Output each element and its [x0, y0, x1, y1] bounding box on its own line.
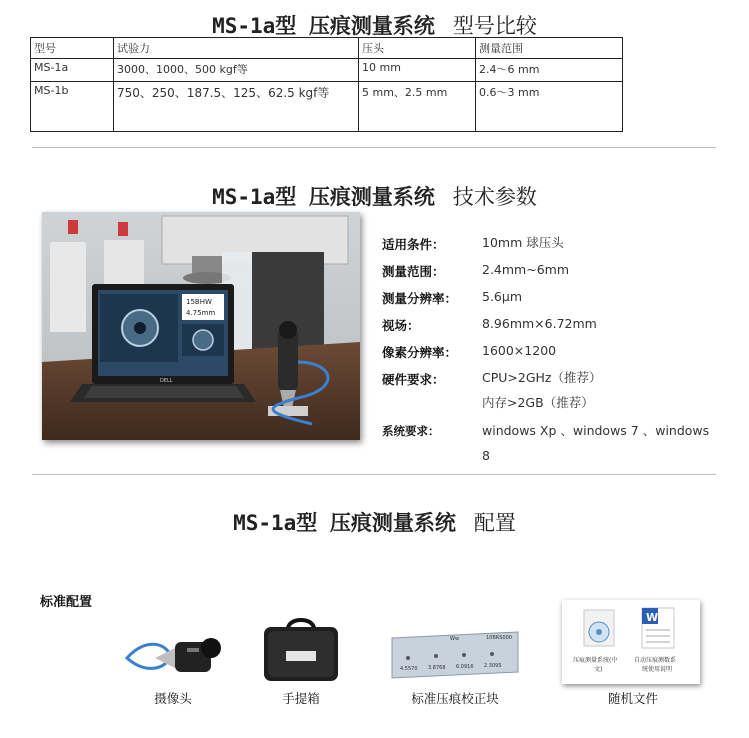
carrying-case-icon [262, 615, 340, 683]
spec-value: 1600×1200 [482, 343, 557, 358]
header-cell-indenter: 压头 [359, 38, 476, 59]
spec-value: windows Xp 、windows 7 、windows [482, 423, 710, 438]
section3-title-main: MS-1a型 压痕测量系统 [233, 511, 456, 535]
spec-item [382, 370, 742, 420]
spec-value-line2: 8 [482, 448, 490, 463]
file2-label-line2: 统使用说明 [642, 666, 673, 673]
block-mark-1: Ww [450, 636, 460, 642]
spec-value: 8.96mm×6.72mm [482, 316, 597, 331]
header-cell-range: 测量范围 [476, 38, 623, 59]
table-cell: 2.4～6 mm [476, 59, 623, 82]
spec-value-line2: 内存>2GB（推荐） [482, 395, 594, 410]
spec-label: 测量范围： [382, 264, 445, 279]
table-cell: MS-1a [31, 59, 114, 82]
svg-text:W: W [646, 611, 659, 624]
block-value: 3.8768 [428, 665, 446, 671]
software-files-icon [562, 600, 700, 684]
laptop-brand: DELL [160, 378, 173, 384]
spec-label: 硬件要求： [382, 372, 445, 387]
standard-config-label: 标准配置 [40, 595, 93, 610]
section1-title-main: MS-1a型 压痕测量系统 [212, 14, 435, 38]
spec-value: CPU>2GHz（推荐） [482, 370, 602, 385]
header-cell-force: 试验力 [114, 38, 359, 59]
header-cell-model: 型号 [31, 38, 114, 59]
spec-label: 测量分辨率： [382, 291, 458, 306]
table-cell: 5 mm、2.5 mm [359, 82, 476, 132]
section1-title-suffix: 型号比较 [452, 14, 537, 38]
spec-label: 像素分辨率： [382, 345, 458, 360]
item-label-case: 手提箱 [282, 691, 320, 706]
spec-value: 2.4mm~6mm [482, 262, 570, 277]
calibration-block-icon [386, 628, 522, 680]
table-cell: 10 mm [359, 59, 476, 82]
spec-label: 视场： [382, 318, 420, 333]
product-photo [42, 212, 360, 440]
product-photo-illustration [42, 212, 360, 440]
file2-label-line1: 自动压痕测数系 [634, 657, 677, 664]
spec-label: 适用条件： [382, 237, 445, 252]
section3-title-suffix: 配置 [473, 511, 516, 535]
block-value: 2.3095 [484, 663, 502, 669]
screen-reading-1: 15BHW [186, 298, 212, 306]
block-value: 6.0916 [456, 664, 474, 670]
table-header-row [31, 38, 623, 59]
file1-label-line2: 文) [594, 666, 603, 673]
table-cell: 3000、1000、500 kgf等 [114, 59, 359, 82]
section1-title [0, 10, 749, 40]
spec-value: 10mm 球压头 [482, 235, 564, 250]
divider [32, 147, 716, 148]
table-cell: 750、250、187.5、125、62.5 kgf等 [114, 82, 359, 132]
table-row [31, 82, 623, 132]
table-cell: MS-1b [31, 82, 114, 132]
screen-reading-2: 4.75mm [186, 309, 216, 317]
section2-title [0, 181, 749, 211]
section2-title-main: MS-1a型 压痕测量系统 [212, 185, 435, 209]
spec-label: 系统要求： [382, 424, 440, 438]
spec-value: 5.6μm [482, 289, 523, 304]
spec-item [382, 423, 742, 473]
block-mark-2: 10BRS000 [486, 635, 512, 641]
camera-probe-icon [125, 628, 225, 682]
section2-title-suffix: 技术参数 [452, 185, 537, 209]
block-value: 4.5570 [400, 666, 418, 672]
file1-label-line1: 压痕测量系统(中 [573, 657, 618, 664]
item-label-block: 标准压痕校正块 [411, 691, 499, 706]
model-comparison-table [30, 37, 623, 132]
section3-title [0, 507, 749, 537]
item-label-camera: 摄像头 [154, 691, 192, 706]
divider [32, 474, 716, 475]
table-row [31, 59, 623, 82]
table-cell: 0.6～3 mm [476, 82, 623, 132]
item-label-files: 随机文件 [607, 691, 658, 706]
